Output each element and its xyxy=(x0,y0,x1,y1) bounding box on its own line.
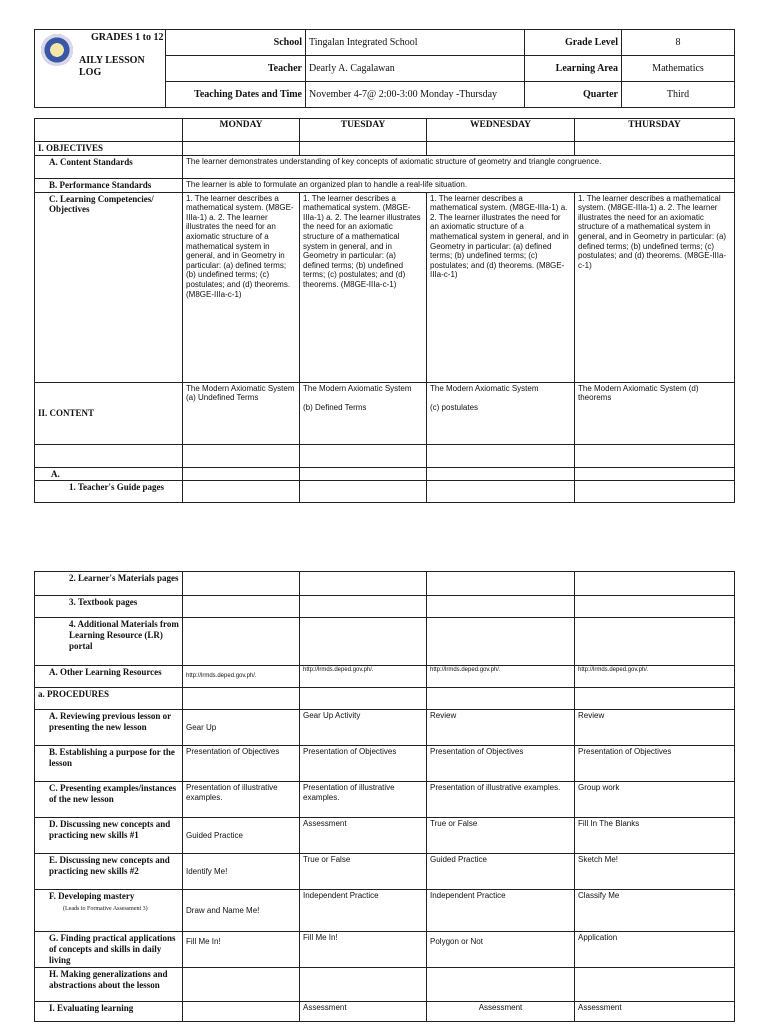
performance-standards-label: B. Performance Standards xyxy=(35,178,183,192)
procedure-i-wednesday: Assessment xyxy=(427,1002,575,1022)
competencies-thursday: 1. The learner describes a mathematical system. (M8GE-IIIa-1) a. 2. The learner illustrates the need for an axiomatic structure of a mathematical system in general, and in Geometry in particular: (a) defined terms; (b) undefined terms; (c) postulates; and (d) theorems. (M8GE-IIIa-c-1) xyxy=(575,192,735,382)
empty-cell xyxy=(183,572,300,596)
procedure-a-wednesday: Review xyxy=(427,710,575,746)
procedure-d-thursday: Fill In The Blanks xyxy=(575,818,735,854)
empty-cell xyxy=(300,572,427,596)
procedure-g-tuesday: Fill Me In! xyxy=(300,932,427,968)
procedure-i-tuesday: Assessment xyxy=(300,1002,427,1022)
empty-cell xyxy=(183,444,300,467)
blank-corner xyxy=(35,119,183,142)
procedure-h-label: H. Making generalizations and abstractions about the lesson xyxy=(35,968,183,1002)
content-standards-label: A. Content Standards xyxy=(35,155,183,178)
empty-cell xyxy=(183,481,300,503)
empty-cell xyxy=(427,572,575,596)
header-logo-cell xyxy=(35,30,166,108)
content-thursday: The Modern Axiomatic System (d) theorems xyxy=(575,382,735,444)
empty-cell xyxy=(300,688,427,710)
day-header-thursday: THURSDAY xyxy=(575,119,735,142)
empty-cell xyxy=(183,142,300,156)
procedure-f-tuesday: Independent Practice xyxy=(300,890,427,932)
lesson-log-title: AILY LESSON LOG xyxy=(79,55,145,78)
deped-seal-icon xyxy=(41,34,73,66)
procedure-e-wednesday: Guided Practice xyxy=(427,854,575,890)
objectives-heading: I. OBJECTIVES xyxy=(35,142,183,156)
empty-cell xyxy=(575,142,735,156)
empty-cell xyxy=(575,618,735,666)
procedure-c-wednesday: Presentation of illustrative examples. xyxy=(427,782,575,818)
empty-cell xyxy=(427,618,575,666)
empty-cell xyxy=(183,688,300,710)
empty-cell xyxy=(35,444,183,467)
procedure-g-thursday: Application xyxy=(575,932,735,968)
empty-cell xyxy=(183,467,300,481)
other-resources-thursday: http://lrmds.deped.gov.ph/. xyxy=(575,666,735,688)
teachers-guide-label: 1. Teacher's Guide pages xyxy=(35,481,183,503)
empty-cell xyxy=(427,596,575,618)
empty-cell xyxy=(300,142,427,156)
procedure-a-label: A. Reviewing previous lesson or presenting the new lesson xyxy=(35,710,183,746)
procedure-a-monday: Gear Up xyxy=(183,710,300,746)
empty-cell xyxy=(575,467,735,481)
empty-cell xyxy=(575,481,735,503)
competencies-monday: 1. The learner describes a mathematical system. (M8GE-IIIa-1) a. 2. The learner illustrates the need for an axiomatic structure of a mathematical system in general, and in Geometry in particular: (a) defined terms; (b) undefined terms; (c) postulates; and (d) theorems. (M8GE-IIIa-c-1) xyxy=(183,192,300,382)
empty-cell xyxy=(575,968,735,1002)
procedure-e-monday: Identify Me! xyxy=(183,854,300,890)
procedure-d-monday: Guided Practice xyxy=(183,818,300,854)
quarter-value: Third xyxy=(622,82,735,108)
procedure-g-label: G. Finding practical applications of concepts and skills in daily living xyxy=(35,932,183,968)
procedure-f-label: F. Developing mastery xyxy=(49,891,135,901)
dates-label: Teaching Dates and Time xyxy=(166,82,306,108)
teacher-value: Dearly A. Cagalawan xyxy=(306,56,525,82)
procedures-heading: a. PROCEDURES xyxy=(35,688,183,710)
performance-standards-text: The learner is able to formulate an organized plan to handle a real-life situation. xyxy=(183,178,735,192)
empty-cell xyxy=(575,688,735,710)
procedure-c-monday: Presentation of illustrative examples. xyxy=(183,782,300,818)
empty-cell xyxy=(300,444,427,467)
procedure-e-thursday: Sketch Me! xyxy=(575,854,735,890)
school-value: Tingalan Integrated School xyxy=(306,30,525,56)
dates-value: November 4-7@ 2:00-3:00 Monday -Thursday xyxy=(306,82,525,108)
learners-materials-label: 2. Learner's Materials pages xyxy=(35,572,183,596)
procedure-d-wednesday: True or False xyxy=(427,818,575,854)
competencies-label: C. Learning Competencies/ Objectives xyxy=(35,192,183,382)
procedure-c-tuesday: Presentation of illustrative examples. xyxy=(300,782,427,818)
lesson-table-page2 xyxy=(34,571,735,1022)
procedure-e-label: E. Discussing new concepts and practicing new skills #2 xyxy=(35,854,183,890)
empty-cell xyxy=(300,596,427,618)
procedure-f-label-cell xyxy=(35,890,183,932)
grade-level-value: 8 xyxy=(622,30,735,56)
content-tuesday: The Modern Axiomatic System (b) Defined Terms xyxy=(300,382,427,444)
content-wednesday: The Modern Axiomatic System (c) postulates xyxy=(427,382,575,444)
day-header-monday: MONDAY xyxy=(183,119,300,142)
empty-cell xyxy=(427,444,575,467)
empty-cell xyxy=(575,572,735,596)
other-resources-monday: http://lrmds.deped.gov.ph/. xyxy=(183,666,300,688)
procedure-a-tuesday: Gear Up Activity xyxy=(300,710,427,746)
procedure-f-thursday: Classify Me xyxy=(575,890,735,932)
competencies-wednesday: 1. The learner describes a mathematical system. (M8GE-IIIa-1) a. 2. The learner illustrates the need for an axiomatic structure of a mathematical system in general, and in Geometry in particular: (a) defined terms; (b) undefined terms; (c) postulates; and (d) theorems. (M8GE-IIIa-c-1) xyxy=(427,192,575,382)
empty-cell xyxy=(427,481,575,503)
procedure-b-monday: Presentation of Objectives xyxy=(183,746,300,782)
procedure-g-monday: Fill Me In! xyxy=(183,932,300,968)
procedure-b-tuesday: Presentation of Objectives xyxy=(300,746,427,782)
empty-cell xyxy=(575,596,735,618)
procedure-i-thursday: Assessment xyxy=(575,1002,735,1022)
procedure-b-thursday: Presentation of Objectives xyxy=(575,746,735,782)
procedure-b-label: B. Establishing a purpose for the lesson xyxy=(35,746,183,782)
lesson-table-page1 xyxy=(34,118,735,503)
quarter-label: Quarter xyxy=(525,82,622,108)
header-table xyxy=(34,29,735,108)
other-resources-tuesday: http://lrmds.deped.gov.ph/. xyxy=(300,666,427,688)
competencies-tuesday: 1. The learner describes a mathematical system. (M8GE-IIIa-1) a. 2. The learner illustrates the need for an axiomatic structure of a mathematical system in general, and in Geometry in particular: (a) defined terms; (b) undefined terms; (c) postulates; and (d) theorems. (M8GE-IIIa-c-1) xyxy=(300,192,427,382)
grade-level-label: Grade Level xyxy=(525,30,622,56)
procedure-f-wednesday: Independent Practice xyxy=(427,890,575,932)
empty-cell xyxy=(427,467,575,481)
procedure-b-wednesday: Presentation of Objectives xyxy=(427,746,575,782)
empty-cell xyxy=(183,968,300,1002)
empty-cell xyxy=(575,444,735,467)
procedure-i-monday xyxy=(183,1002,300,1022)
procedure-g-wednesday: Polygon or Not xyxy=(427,932,575,968)
resources-a-label: A. xyxy=(35,467,183,481)
empty-cell xyxy=(300,968,427,1002)
procedure-e-tuesday: True or False xyxy=(300,854,427,890)
other-resources-wednesday: http://lrmds.deped.gov.ph/. xyxy=(427,666,575,688)
additional-materials-label: 4. Additional Materials from Learning Resource (LR) portal xyxy=(35,618,183,666)
learning-area-label: Learning Area xyxy=(525,56,622,82)
content-heading: II. CONTENT xyxy=(35,382,183,444)
procedure-d-tuesday: Assessment xyxy=(300,818,427,854)
procedure-d-label: D. Discussing new concepts and practicing new skills #1 xyxy=(35,818,183,854)
teacher-label: Teacher xyxy=(166,56,306,82)
empty-cell xyxy=(183,618,300,666)
empty-cell xyxy=(300,481,427,503)
day-header-wednesday: WEDNESDAY xyxy=(427,119,575,142)
empty-cell xyxy=(427,968,575,1002)
procedure-c-thursday: Group work xyxy=(575,782,735,818)
textbook-pages-label: 3. Textbook pages xyxy=(35,596,183,618)
empty-cell xyxy=(427,688,575,710)
grades-label: GRADES 1 to 12 xyxy=(91,32,164,43)
procedure-f-monday: Draw and Name Me! xyxy=(183,890,300,932)
procedure-a-thursday: Review xyxy=(575,710,735,746)
other-resources-label: A. Other Learning Resources xyxy=(35,666,183,688)
content-monday: The Modern Axiomatic System (a) Undefined Terms xyxy=(183,382,300,444)
empty-cell xyxy=(300,467,427,481)
procedure-c-label: C. Presenting examples/instances of the new lesson xyxy=(35,782,183,818)
day-header-tuesday: TUESDAY xyxy=(300,119,427,142)
content-standards-text: The learner demonstrates understanding of key concepts of axiomatic structure of geometry and triangle congruence. xyxy=(183,155,735,178)
learning-area-value: Mathematics xyxy=(622,56,735,82)
school-label: School xyxy=(166,30,306,56)
empty-cell xyxy=(427,142,575,156)
empty-cell xyxy=(183,596,300,618)
empty-cell xyxy=(300,618,427,666)
procedure-i-label: I. Evaluating learning xyxy=(35,1002,183,1022)
procedure-f-sublabel: (Leads to Formative Assessment 3) xyxy=(63,905,148,912)
